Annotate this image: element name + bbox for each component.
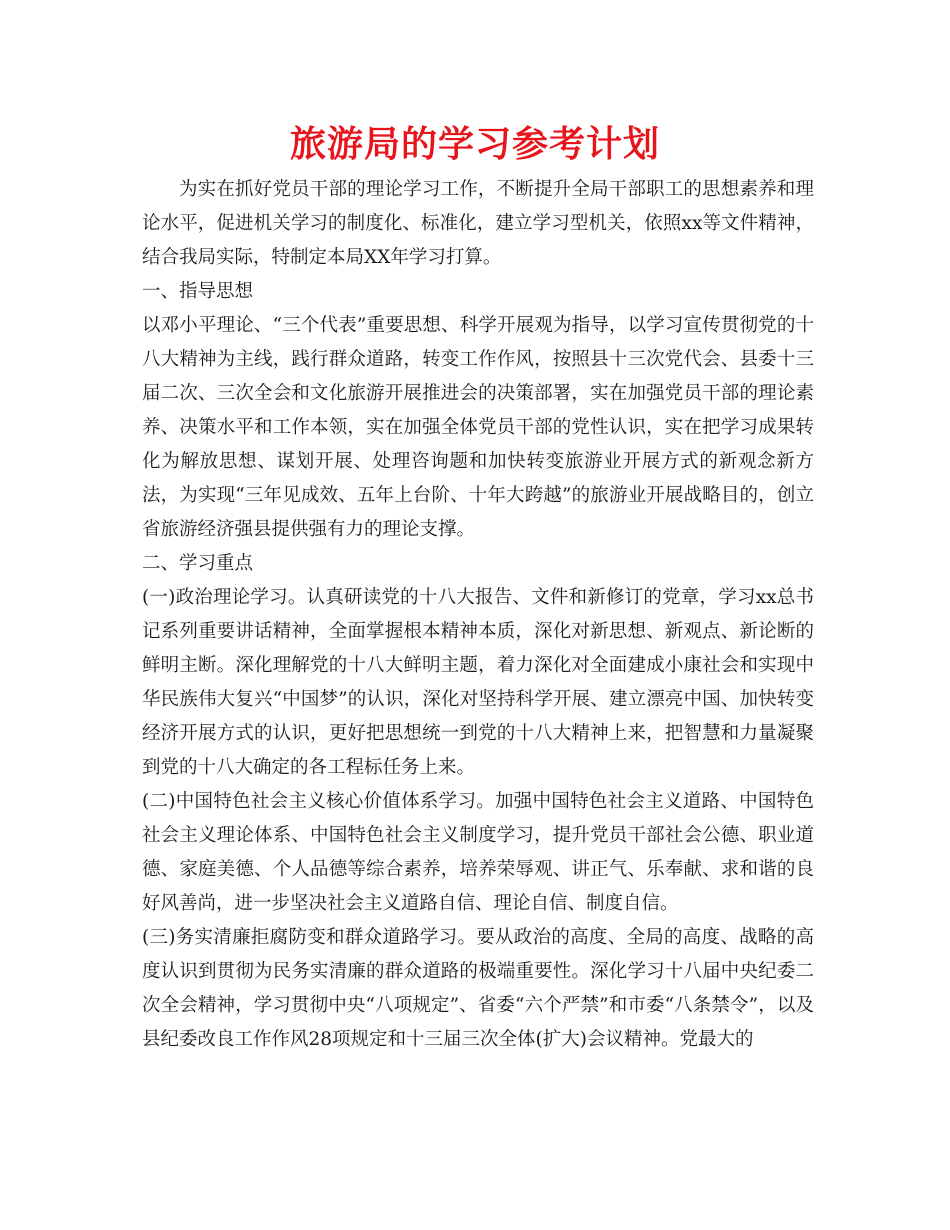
guiding-thought-paragraph: 以邓小平理论、“三个代表”重要思想、科学开展观为指导，以学习宣传贯彻党的十八大精神为主线，践行群众道路，转变工作作风，按照县十三次党代会、县委十三届二次、三次全会和文化旅游开展推进会的决策部署，实在加强党员干部的理论素养、决策水平和工作本领，实在加强全体党员干部的党性认识，实在把学习成果转化为解放思想、谋划开展、处理咨询题和加快转变旅游业开展方式的新观念新方法，为实现“三年见成效、五年上台阶、十年大跨越”的旅游业开展战略目的，创立省旅游经济强县提供强有力的理论支撑。 bbox=[142, 315, 814, 540]
study-focus-item-3: (三)务实清廉拒腐防变和群众道路学习。要从政治的高度、全局的高度、战略的高度认识到贯彻为民务实清廉的群众道路的极端重要性。深化学习十八届中央纪委二次全会精神，学习贯彻中央“八项规定”、省委“六个严禁”和市委“八条禁令”，以及县纪委改良工作作风28项规定和十三届三次全体(扩大)会议精神。党最大的 bbox=[142, 927, 814, 1050]
section-heading-study-focus: 二、学习重点 bbox=[142, 553, 254, 574]
document-title: 旅游局的学习参考计划 bbox=[289, 124, 660, 165]
intro-paragraph: 为实在抓好党员干部的理论学习工作，不断提升全局干部职工的思想素养和理论水平，促进机关学习的制度化、标准化，建立学习型机关，依照xx等文件精神，结合我局实际，特制定本局XX年学习打算。 bbox=[142, 179, 814, 268]
study-focus-item-1: (一)政治理论学习。认真研读党的十八大报告、文件和新修订的党章，学习xx总书记系列重要讲话精神，全面掌握根本精神本质，深化对新思想、新观点、新论断的鲜明主断。深化理解党的十八大鲜明主题，着力深化对全面建成小康社会和实现中华民族伟大复兴“中国梦”的认识，深化对坚持科学开展、建立漂亮中国、加快转变经济开展方式的认识，更好把思想统一到党的十八大精神上来，把智慧和力量凝聚到党的十八大确定的各工程标任务上来。 bbox=[142, 587, 814, 778]
document-body bbox=[142, 173, 814, 1057]
study-focus-item-2: (二)中国特色社会主义核心价值体系学习。加强中国特色社会主义道路、中国特色社会主义理论体系、中国特色社会主义制度学习，提升党员干部社会公德、职业道德、家庭美德、个人品德等综合素养，培养荣辱观、讲正气、乐奉献、求和谐的良好风善尚，进一步坚决社会主义道路自信、理论自信、制度自信。 bbox=[142, 791, 814, 914]
section-heading-guiding-thought: 一、指导思想 bbox=[142, 281, 254, 302]
